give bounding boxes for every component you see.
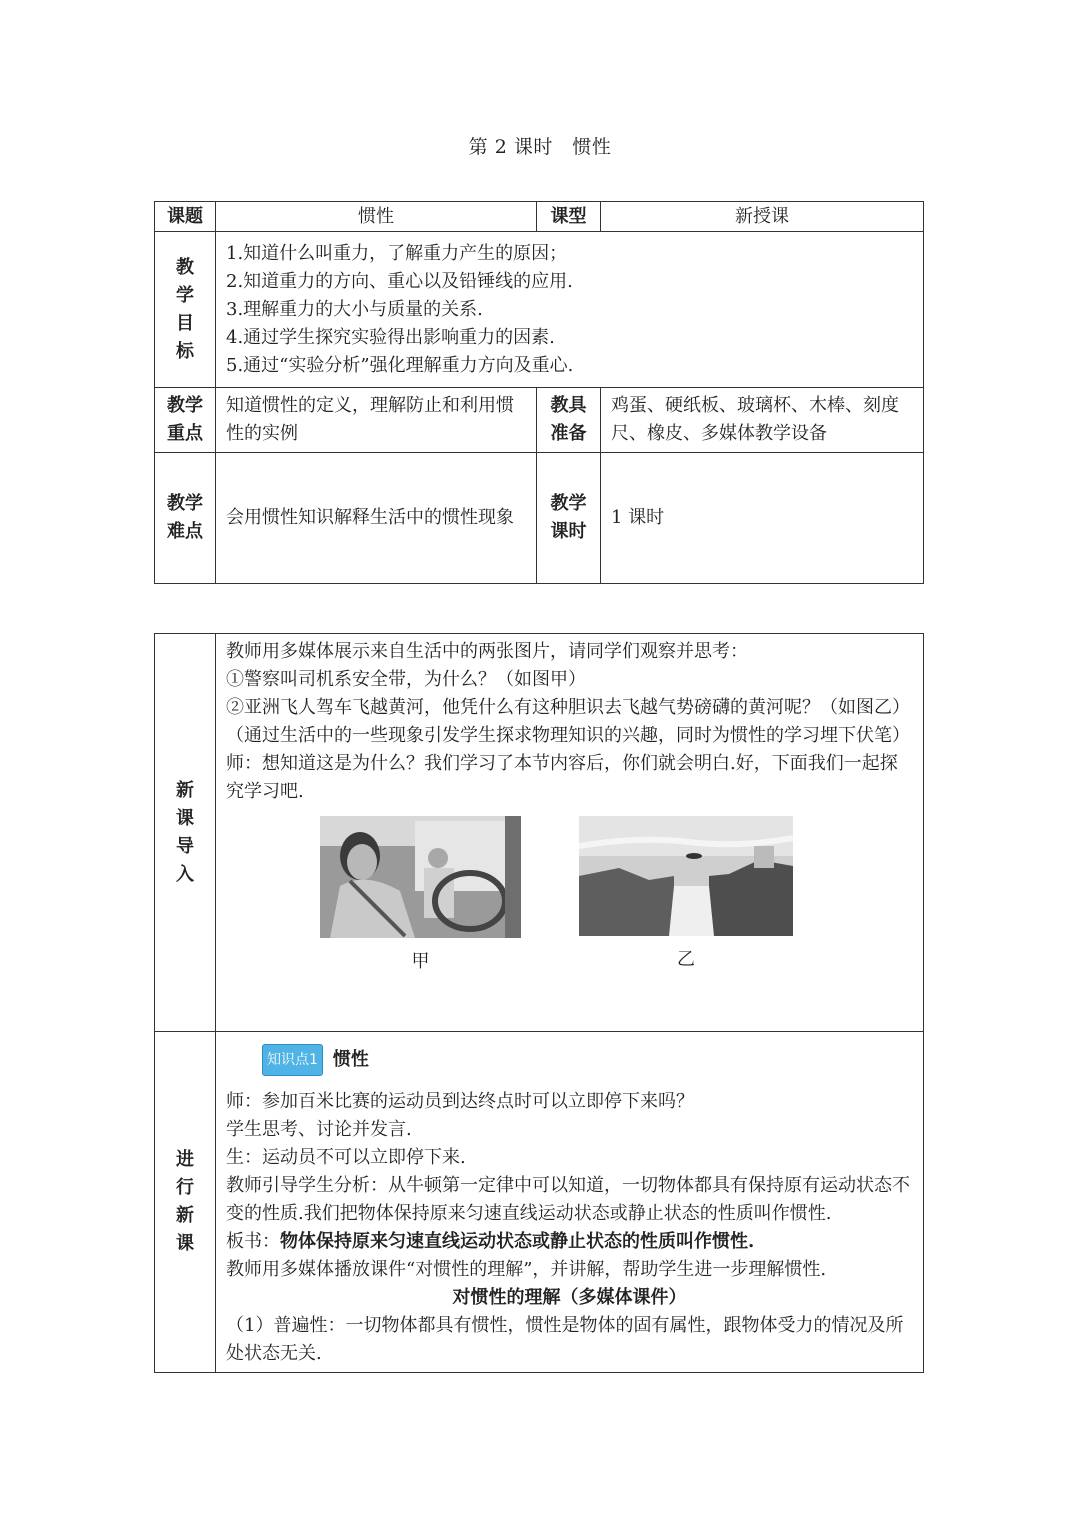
topic-label: 课题: [155, 202, 216, 232]
lesson-line: 师：参加百米比赛的运动员到达终点时可以立即停下来吗？: [226, 1091, 694, 1112]
photo-row: [226, 816, 913, 976]
tools-value: 鸡蛋、硬纸板、玻璃杯、木棒、刻度尺、橡皮、多媒体教学设备: [601, 388, 924, 453]
goal-item: 5.通过“实验分析”强化理解重力方向及重心.: [226, 354, 574, 376]
lesson-line: 生：运动员不可以立即停下来.: [226, 1147, 466, 1168]
lesson-process-table: [154, 633, 924, 1373]
intro-line: 师：想知道这是为什么？我们学习了本节内容后，你们就会明白.好，下面我们一起探究学习吧.: [226, 753, 898, 802]
goals-list: [216, 232, 924, 388]
intro-content: [216, 634, 924, 1032]
page-title: 第 2 课时 惯性: [468, 136, 612, 158]
key-label: 教学重点: [155, 388, 216, 453]
lesson-line: 教师引导学生分析：从牛顿第一定律中可以知道，一切物体都具有保持原有运动状态不变的性质.我们把物体保持原来匀速直线运动状态或静止状态的性质叫作惯性.: [226, 1175, 910, 1224]
goal-item: 2.知道重力的方向、重心以及铅锤线的应用.: [226, 270, 573, 292]
type-value: 新授课: [601, 202, 924, 232]
goals-label: 教学目标: [155, 232, 216, 388]
lesson-info-table: [154, 201, 924, 584]
hours-label: 教学课时: [537, 453, 601, 584]
intro-line: ②亚洲飞人驾车飞越黄河，他凭什么有这种胆识去飞越气势磅礴的黄河呢？（如图乙）: [226, 697, 910, 718]
type-label: 课型: [537, 202, 601, 232]
board-line: [226, 1228, 913, 1256]
goal-item: 4.通过学生探究实验得出影响重力的因素.: [226, 326, 555, 348]
photo-a: [320, 816, 521, 976]
key-value: 知道惯性的定义，理解防止和利用惯性的实例: [216, 388, 537, 453]
knowledge-point-header: [262, 1044, 913, 1076]
difficulty-label: 教学难点: [155, 453, 216, 584]
photo-b-caption: 乙: [677, 949, 695, 970]
difficulty-value: 会用惯性知识解释生活中的惯性现象: [216, 453, 537, 584]
knowledge-point-badge: 知识点1: [262, 1044, 323, 1076]
photo-a-caption: 甲: [411, 951, 430, 972]
intro-label: 新课导入: [155, 634, 216, 1032]
knowledge-point-title: 惯性: [332, 1049, 369, 1070]
goal-item: 3.理解重力的大小与质量的关系.: [226, 298, 483, 320]
police-seatbelt-photo: [320, 816, 521, 938]
lesson-content: [216, 1032, 924, 1373]
board-prefix: 板书：: [226, 1231, 280, 1252]
lesson-line: 学生思考、讨论并发言.: [226, 1119, 412, 1140]
multimedia-line: 教师用多媒体播放课件“对惯性的理解”，并讲解，帮助学生进一步理解惯性.: [226, 1259, 827, 1280]
universality-line: （1）普遍性：一切物体都具有惯性，惯性是物体的固有属性，跟物体受力的情况及所处状态无关.: [226, 1315, 904, 1364]
yellow-river-jump-photo: [579, 816, 793, 936]
intro-line: ①警察叫司机系安全带，为什么？（如图甲）: [226, 669, 586, 690]
hours-value: 1 课时: [601, 453, 924, 584]
board-text: 物体保持原来匀速直线运动状态或静止状态的性质叫作惯性.: [280, 1231, 755, 1252]
tools-label: 教具准备: [537, 388, 601, 453]
photo-b: [579, 816, 793, 976]
understanding-title: 对惯性的理解（多媒体课件）: [452, 1287, 687, 1308]
intro-line: 教师用多媒体展示来自生活中的两张图片，请同学们观察并思考：: [226, 641, 748, 662]
lesson-label: 进行新课: [155, 1032, 216, 1373]
intro-line: （通过生活中的一些现象引发学生探求物理知识的兴趣，同时为惯性的学习埋下伏笔）: [226, 725, 910, 746]
topic-value: 惯性: [216, 202, 537, 232]
goal-item: 1.知道什么叫重力，了解重力产生的原因；: [226, 242, 568, 264]
